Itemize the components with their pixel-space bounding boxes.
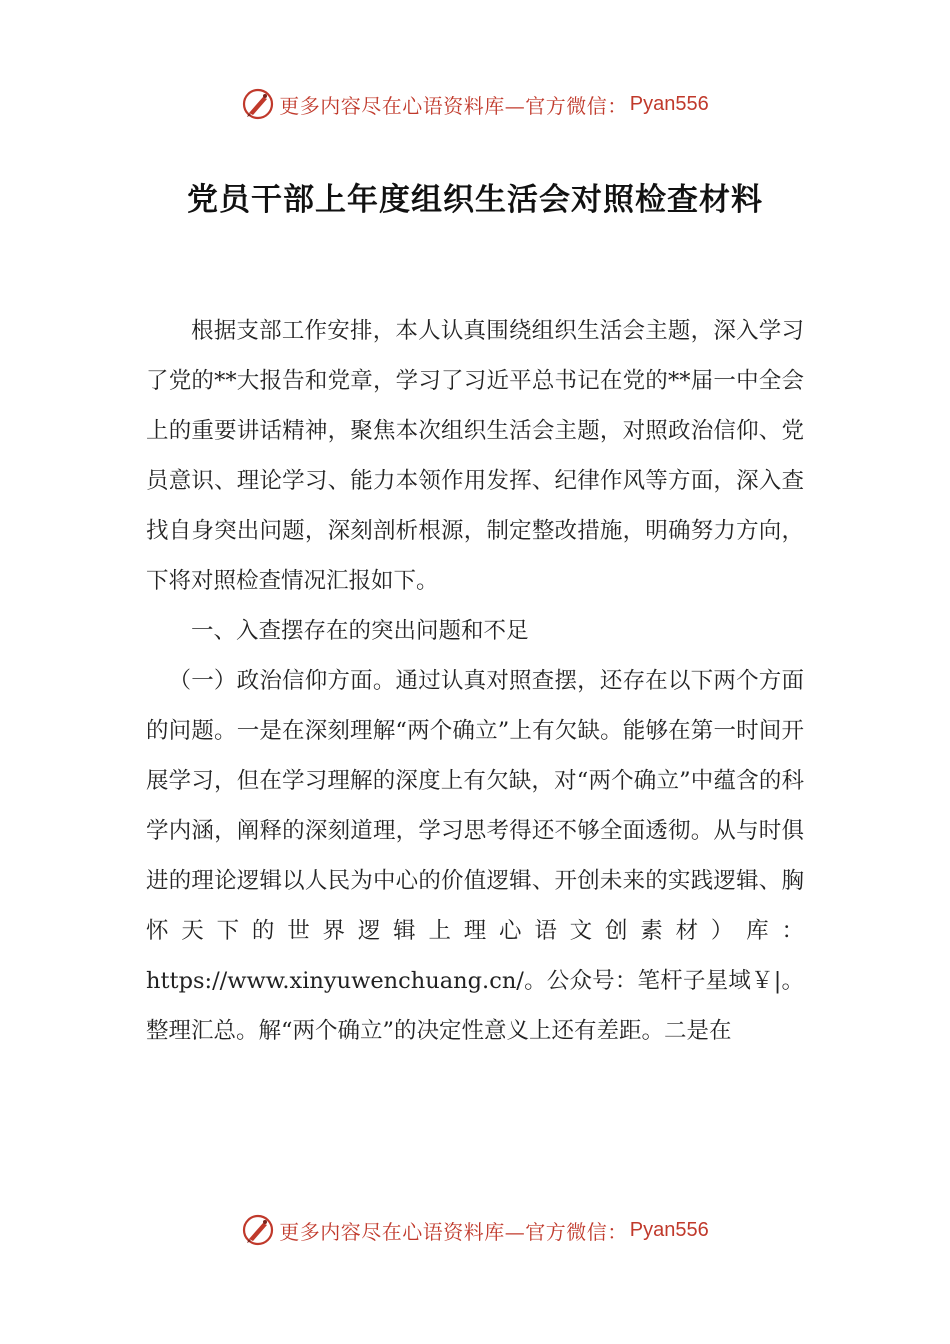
pen-logo-icon [241,1213,275,1247]
brand-text: 更多内容尽在心语资料库—官方微信： [279,1219,628,1244]
section-heading: 一、入查摆存在的突出问题和不足 [191,618,529,644]
document-title: 党员干部上年度组织生活会对照检查材料 [187,182,763,218]
pen-logo-icon [241,87,275,121]
paragraph: （一）政治信仰方面。通过认真对照查摆，还存在以下两个方面的问题。一是在深刻理解“两个确立”上有欠缺。能够在第一时间开展学习，但在学习理解的深度上有欠缺，对“两个确立”中蕴含的科学内涵，阐释的深刻道理，学习思考得还不够全面透彻。从与时俱进的理论逻辑以人民为中心的价值逻辑、开创未来的实践逻辑、胸怀天下的世界逻辑上理心语文创素材）库：https://www.xinyuwenchuang.cn/。公众号：笔杆子星域￥|。整理汇总。解“两个确立”的决定性意义上还有差距。二是在 [146,668,804,1044]
header-banner [0,84,950,124]
paragraph: 根据支部工作安排，本人认真围绕组织生活会主题，深入学习了党的**大报告和党章，学习了习近平总书记在党的**届一中全会上的重要讲话精神，聚焦本次组织生活会主题，对照政治信仰、党员意识、理论学习、能力本领作用发挥、纪律作风等方面，深入查找自身突出问题，深刻剖析根源，制定整改措施，明确努力方向，下将对照检查情况汇报如下。 [146,318,804,594]
brand-text: 更多内容尽在心语资料库—官方微信： [279,93,628,118]
document-body [146,306,804,1056]
footer-banner [0,1210,950,1250]
wechat-id: Pyan556 [629,1218,709,1241]
wechat-id: Pyan556 [629,92,709,115]
